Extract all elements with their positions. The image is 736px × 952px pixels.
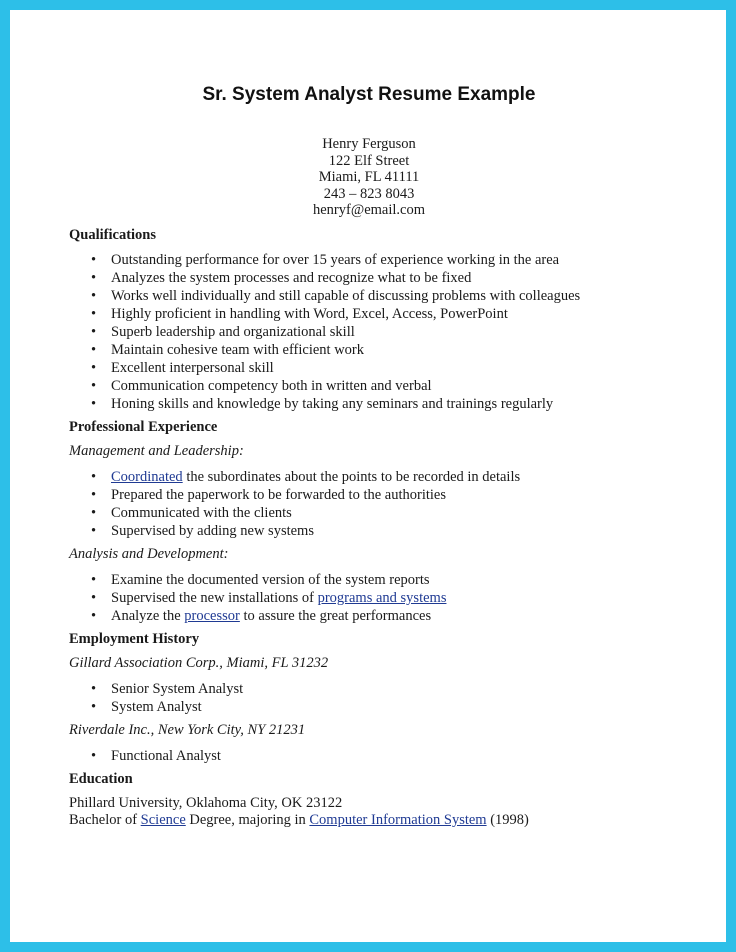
list-item: • Senior System Analyst [69,680,243,698]
contact-email: henryf@email.com [313,202,425,219]
employer-1-roles [69,680,243,716]
list-item: • Highly proficient in handling with Word, Excel, Access, PowerPoint [69,305,580,323]
list-item [69,589,446,607]
education-school: Phillard University, Oklahoma City, OK 23122 [69,795,343,811]
list-item: • Examine the documented version of the system reports [69,571,446,589]
contact-block [69,136,669,219]
list-item-text: Supervised the new installations of [111,590,318,606]
contact-name: Henry Ferguson [322,136,416,152]
list-item: • Outstanding performance for over 15 years of experience working in the area [69,251,580,269]
degree-text: Degree, majoring in [185,812,310,828]
list-item: • Communicated with the clients [69,504,520,522]
list-item: • Excellent interpersonal skill [69,359,580,377]
employer-2-roles [69,747,221,765]
management-subheading: Management and Leadership: [69,443,244,459]
list-item-text: the subordinates about the points to be recorded in details [182,469,521,485]
list-item: • Supervised by adding new systems [69,522,520,540]
list-item [69,607,446,625]
list-item-text: to assure the great performances [239,608,432,624]
coordinated-link[interactable]: Coordinated [111,469,183,485]
qualifications-heading: Qualifications [69,227,157,243]
analysis-list [69,571,446,625]
education-degree [69,812,529,829]
page-title: Sr. System Analyst Resume Example [202,84,536,105]
degree-text: (1998) [486,812,529,828]
list-item: • Maintain cohesive team with efficient work [69,341,580,359]
list-item: • Analyzes the system processes and recognize what to be fixed [69,269,580,287]
list-item-text: Analyze the [111,608,185,624]
list-item: • Honing skills and knowledge by taking any seminars and trainings regularly [69,395,580,413]
list-item: • Communication competency both in written and verbal [69,377,580,395]
analysis-subheading: Analysis and Development: [69,546,229,562]
employer-2: Riverdale Inc., New York City, NY 21231 [69,722,306,738]
education-heading: Education [69,771,133,787]
employment-heading: Employment History [69,631,200,647]
processor-link[interactable]: processor [184,608,240,624]
list-item: • Works well individually and still capable of discussing problems with colleagues [69,287,580,305]
management-list [69,468,520,540]
list-item: • System Analyst [69,698,243,716]
science-link[interactable]: Science [140,812,186,828]
list-item: • Functional Analyst [69,747,221,765]
contact-phone: 243 – 823 8043 [323,185,415,202]
contact-street: 122 Elf Street [328,152,410,169]
employer-1: Gillard Association Corp., Miami, FL 31232 [69,655,329,671]
programs-and-systems-link[interactable]: programs and systems [317,590,447,606]
computer-information-system-link[interactable]: Computer Information System [309,812,487,828]
contact-city: Miami, FL 41111 [318,169,420,186]
list-item [69,468,520,486]
list-item: • Superb leadership and organizational skill [69,323,580,341]
degree-text: Bachelor of [69,812,141,828]
experience-heading: Professional Experience [69,419,218,435]
list-item: • Prepared the paperwork to be forwarded to the authorities [69,486,520,504]
qualifications-list [69,251,580,413]
